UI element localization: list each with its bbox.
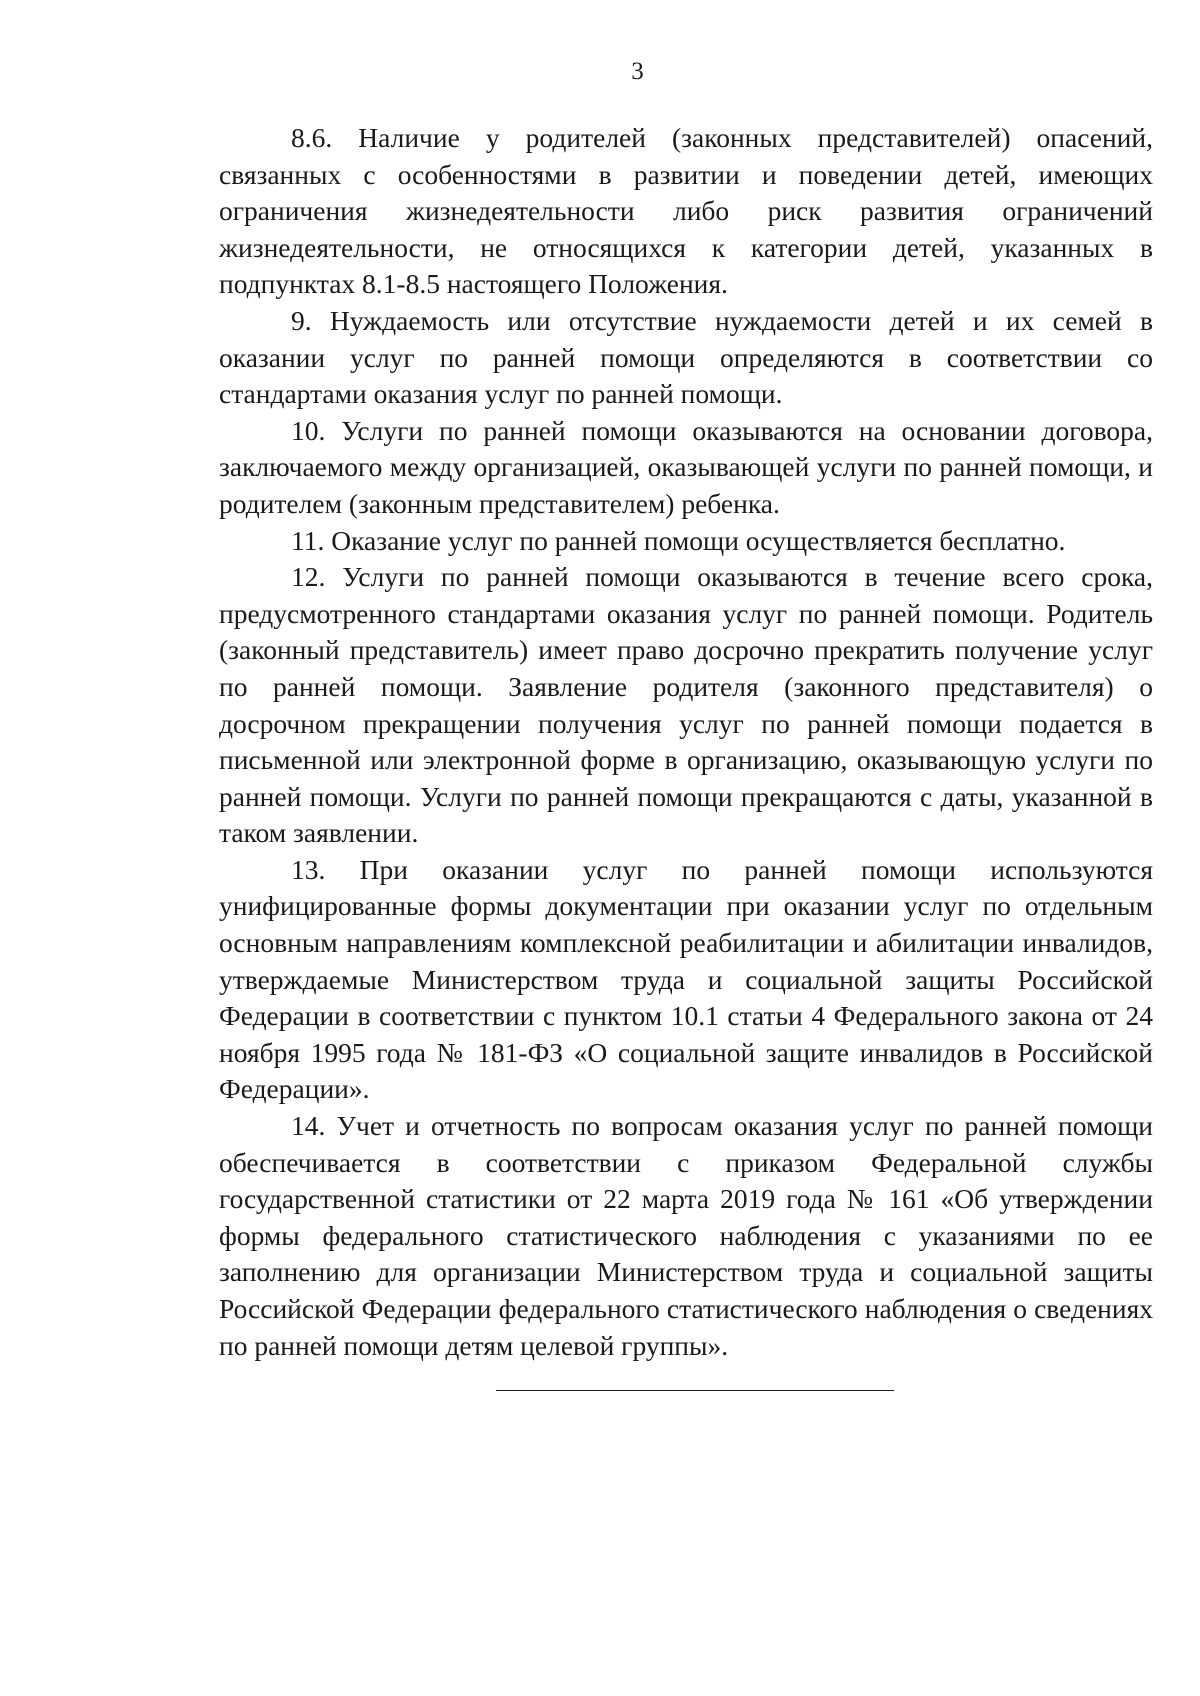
paragraph-13: 13. При оказании услуг по ранней помощи используются унифицированные формы документации при оказании услуг по отдельным основным направлениям комплексной реабилитации и абилитации инвалидов, утверждаемые Министерством труда и социальной защиты Российской Федерации в соответствии с пунктом 10.1 статьи 4 Федерального закона от 24 ноября 1995 года № 181-ФЗ «О социальной защите инвалидов в Российской Федерации». (219, 853, 1153, 1105)
paragraph-9: 9. Нуждаемость или отсутствие нуждаемости детей и их семей в оказании услуг по ранней помощи определяются в соответствии со стандартами оказания услуг по ранней помощи. (219, 304, 1153, 410)
paragraph-12: 12. Услуги по ранней помощи оказываются в течение всего срока, предусмотренного стандартами оказания услуг по ранней помощи. Родитель (законный представитель) имеет право досрочно прекратить получение услуг по ранней помощи. Заявление родителя (законного представителя) о досрочном прекращении получения услуг по ранней помощи подается в письменной или электронной форме в организацию, оказывающую услуги по ранней помощи. Услуги по ранней помощи прекращаются с даты, указанной в таком заявлении. (219, 561, 1153, 849)
paragraph-11: 11. Оказание услуг по ранней помощи осуществляется бесплатно. (291, 524, 1066, 556)
closing-divider-line (496, 1390, 894, 1391)
paragraph-14: 14. Учет и отчетность по вопросам оказания услуг по ранней помощи обеспечивается в соответствии с приказом Федеральной службы государственной статистики от 22 марта 2019 года № 161 «Об утверждении формы федерального статистического наблюдения с указаниями по ее заполнению для организации Министерством труда и социальной защиты Российской Федерации федерального статистического наблюдения о сведениях по ранней помощи детям целевой группы». (219, 1110, 1153, 1361)
paragraph-10: 10. Услуги по ранней помощи оказываются на основании договора, заключаемого между организацией, оказывающей услуги по ранней помощи, и родителем (законным представителем) ребенка. (219, 414, 1153, 519)
paragraph-8-6: 8.6. Наличие у родителей (законных представителей) опасений, связанных с особенностями в развитии и поведении детей, имеющих ограничения жизнедеятельности либо риск развития ограничений жизнедеятельности, не относящихся к категории детей, указанных в подпунктах 8.1-8.5 настоящего Положения. (219, 122, 1153, 300)
page-number: 3 (631, 58, 644, 85)
document-body (219, 120, 1153, 1364)
